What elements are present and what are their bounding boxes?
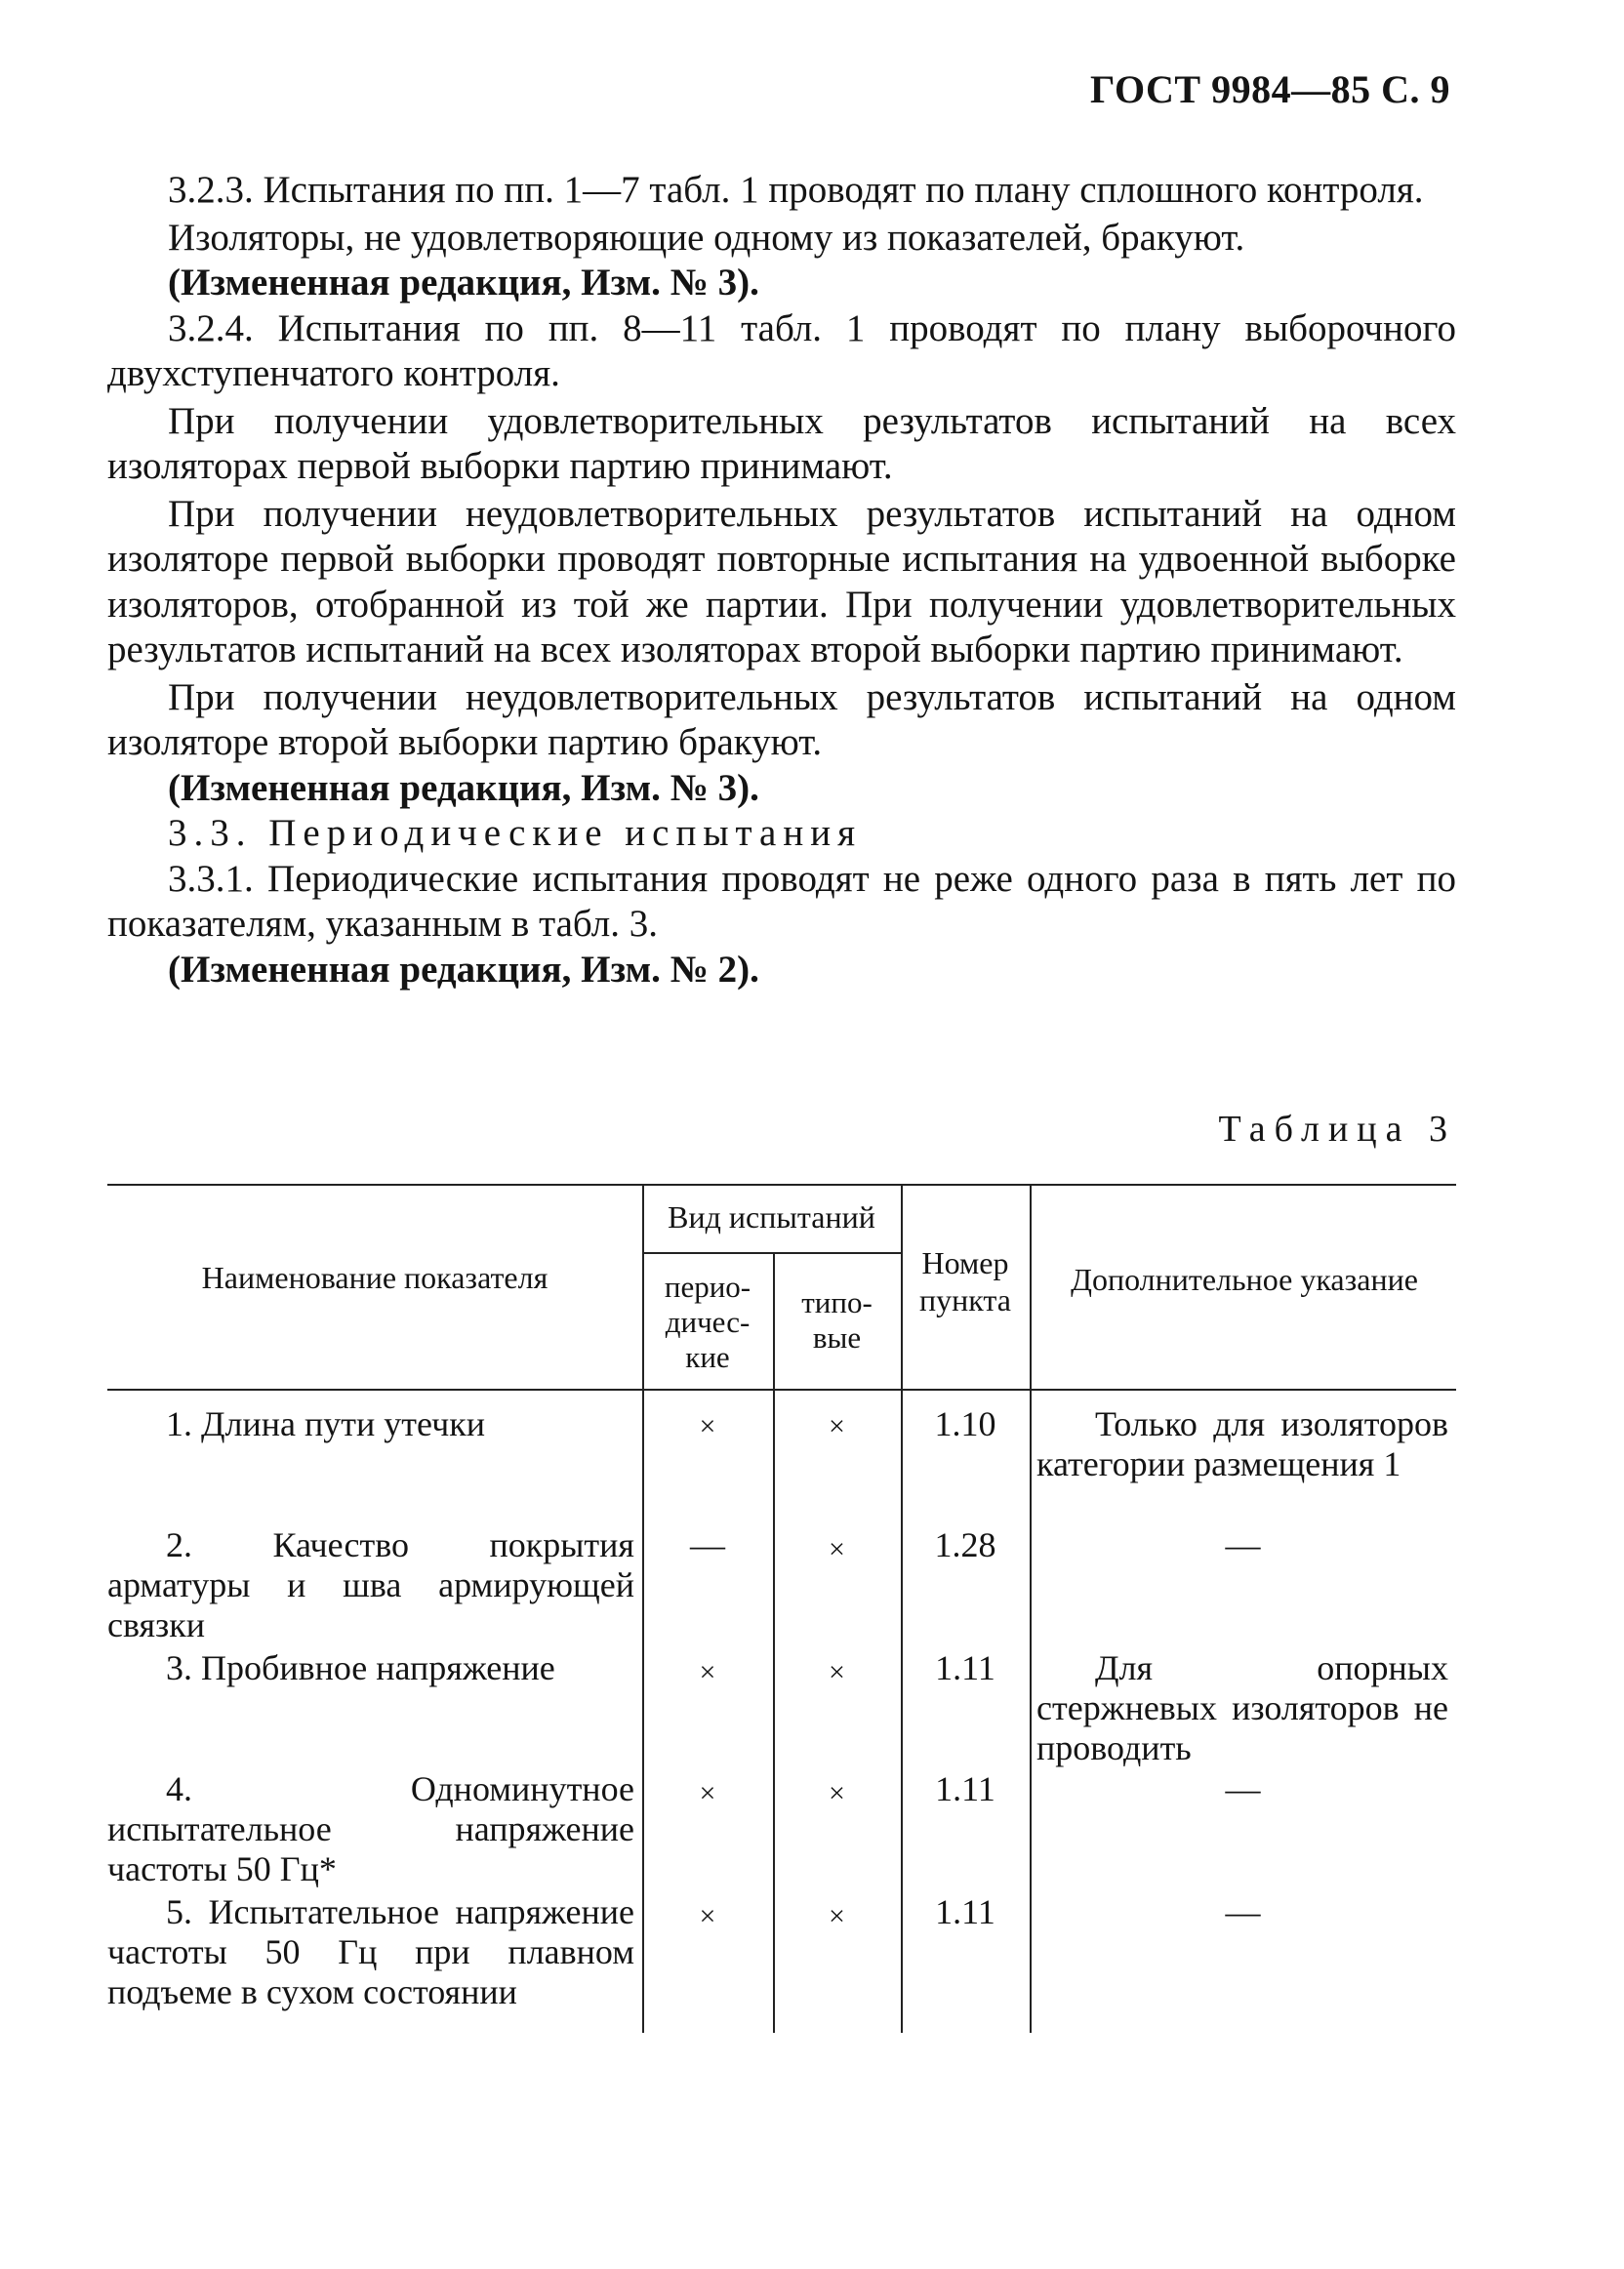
amendment-note: (Измененная редакция, Изм. № 3).: [168, 262, 759, 304]
table-row-5-clause: 1.11: [935, 1892, 995, 1931]
table-row-5-type: ×: [829, 1900, 845, 1932]
header-type: типо- вые: [801, 1285, 873, 1355]
table-row-1-note: Только для изоляторов категории размещения 1: [1036, 1404, 1448, 1483]
amendment-note: (Измененная редакция, Изм. № 3).: [168, 766, 759, 809]
table-top-rule: [107, 1184, 1456, 1186]
paragraph-repeat-tests: При получении неудовлетворительных результатов испытаний на одном изоляторе первой выборки проводят повторные испытания на удвоенной выборке изоляторов, отобранной из той же партии. При получении удовлетворительных результатов испытаний на всех изоляторах второй выборки партию принимают.: [107, 492, 1456, 670]
section-title-3-3: 3.3. Периодические испытания: [168, 812, 863, 854]
table-row-3-clause: 1.11: [935, 1648, 995, 1687]
table-row-5-periodic: ×: [699, 1900, 716, 1932]
table-row-5-name: 5. Испытательное напряжение частоты 50 Гц при плавном подъеме в сухом состоянии: [107, 1892, 634, 2011]
paragraph-second-sample: При получении неудовлетворительных результатов испытаний на одном изоляторе второй выборки партию бракуют.: [107, 675, 1456, 763]
table-row-4-periodic: ×: [699, 1777, 716, 1809]
table-header-rule: [107, 1389, 1456, 1391]
table-row-3-name: 3. Пробивное напряжение: [166, 1648, 555, 1687]
table-row-4-type: ×: [829, 1777, 845, 1809]
table-row-3-type: ×: [829, 1656, 845, 1688]
header-periodic: перио- дичес- кие: [664, 1270, 751, 1374]
table-row-2-periodic: —: [690, 1525, 725, 1564]
table-row-4-name: 4. Одноминутное испытательное напряжение частоты 50 Гц*: [107, 1769, 634, 1888]
paragraph-first-sample: При получении удовлетворительных результатов испытаний на всех изоляторах первой выборки партию принимают.: [107, 399, 1456, 487]
amendment-note: (Измененная редакция, Изм. № 2).: [168, 948, 759, 991]
table-caption: Таблица 3: [1218, 1109, 1456, 1150]
header-note: Дополнительное указание: [1071, 1262, 1418, 1297]
paragraph-reject: Изоляторы, не удовлетворяющие одному из показателей, бракуют.: [168, 216, 1245, 259]
table-row-2-name: 2. Качество покрытия арматуры и шва армирующей связки: [107, 1525, 634, 1644]
table-row-2-type: ×: [829, 1533, 845, 1565]
paragraph-3-2-3: 3.2.3. Испытания по пп. 1—7 табл. 1 проводят по плану сплошного контроля.: [168, 169, 1424, 211]
table-row-4-note: —: [1225, 1769, 1261, 1808]
table-row-2-clause: 1.28: [934, 1525, 996, 1564]
header-test-type: Вид испытаний: [668, 1199, 875, 1235]
header-clause: Номер пункта: [919, 1245, 1011, 1317]
table-row-1-name: 1. Длина пути утечки: [166, 1404, 485, 1443]
table-row-4-clause: 1.11: [935, 1769, 995, 1808]
header-subrule: [642, 1252, 901, 1254]
page-header: ГОСТ 9984—85 С. 9: [1089, 67, 1450, 111]
table-row-3-note: Для опорных стержневых изоляторов не проводить: [1036, 1648, 1448, 1767]
paragraph-3-2-4: 3.2.4. Испытания по пп. 8—11 табл. 1 проводят по плану выборочного двухступенчатого контроля.: [107, 306, 1456, 394]
table-row-5-note: —: [1225, 1892, 1261, 1931]
table-row-1-clause: 1.10: [934, 1404, 996, 1443]
paragraph-3-3-1: 3.3.1. Периодические испытания проводят не реже одного раза в пять лет по показателям, указанным в табл. 3.: [107, 857, 1456, 945]
table-row-1-type: ×: [829, 1410, 845, 1442]
header-name: Наименование показателя: [201, 1260, 548, 1295]
table-row-2-note: —: [1225, 1525, 1261, 1564]
table-row-3-periodic: ×: [699, 1656, 716, 1688]
table-row-1-periodic: ×: [699, 1410, 716, 1442]
body-text: [107, 168, 1456, 993]
